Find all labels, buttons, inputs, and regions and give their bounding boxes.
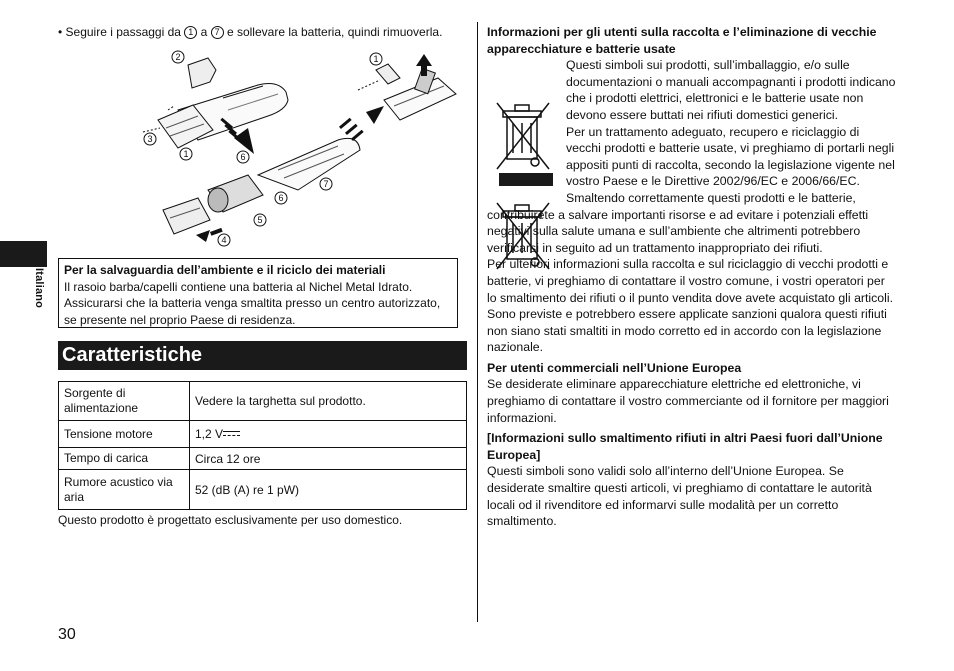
domestic-use-note: Questo prodotto è progettato esclusivamente per uso domestico. (58, 513, 403, 527)
dc-symbol-icon (223, 431, 240, 438)
callout-4 (218, 234, 230, 246)
right-column (487, 24, 897, 530)
spec-label: Tempo di carica (59, 448, 190, 470)
environment-notice-body: Il rasoio barba/capelli contiene una batteria al Nichel Metal Idrato. Assicurarsi che la batteria venga smaltita presso un centro autorizzato, se presente nel proprio Paese di residenza. (64, 279, 441, 327)
svg-text:1: 1 (373, 54, 379, 64)
disposal-paragraph-1: Questi simboli sui prodotti, sull’imballaggio, e/o sulle documentazioni o manuali accompagnanti i prodotti indicano che i prodotti elettrici, elettronici e le batterie usate non devono essere buttati nei rifiuti domestici generici. (566, 58, 896, 122)
callout-5 (254, 214, 266, 226)
spec-label: Rumore acustico via aria (59, 470, 190, 510)
step-number-badge: 1 (184, 26, 197, 39)
table-row (59, 448, 467, 470)
callout-1b (370, 53, 382, 65)
battery-removal-instruction: • Seguire i passaggi da 1 a 7 e sollevare la batteria, quindi rimuoverla. (58, 25, 443, 39)
spec-value: 52 (dB (A) re 1 pW) (190, 470, 467, 510)
svg-text:6: 6 (240, 152, 246, 162)
language-tab-marker (0, 241, 47, 267)
disposal-paragraph-3: contribuirete a salvare importanti risorse e ad evitare i potenziali effetti negativi sulla salute umana e sull’ambiente che altrimenti potrebbero verificarsi in seguito ad un trattamento inappropriato dei rifiuti. (487, 207, 869, 255)
specifications-table (58, 381, 467, 510)
callout-1 (180, 148, 192, 160)
table-row (59, 470, 467, 510)
section-title: Caratteristiche (58, 341, 467, 370)
disposal-paragraph-4: Per ulteriori informazioni sulla raccolta e sul riciclaggio di vecchi prodotti e batterie, vi preghiamo di contattare il vostro comune, i vostri operatori per lo smaltimento dei rifiuti o il punto vendita dove avete acquistato gli articoli. (487, 257, 894, 305)
environment-notice-title: Per la salvaguardia dell’ambiente e il riciclo dei materiali (64, 263, 386, 277)
svg-text:3: 3 (147, 134, 153, 144)
disposal-paragraph-3-lead: Smaltendo correttamente questi prodotti e le batterie, (566, 190, 856, 205)
spec-value: Circa 12 ore (190, 448, 467, 470)
svg-text:2: 2 (175, 52, 181, 62)
bin-underline-bar (499, 173, 553, 186)
crossed-bin-battery-icon (493, 197, 553, 287)
table-row (59, 421, 467, 448)
disposal-symbols-block (487, 57, 897, 206)
callout-3 (144, 133, 156, 145)
environment-notice-box (58, 258, 458, 328)
callout-6 (237, 151, 249, 163)
non-eu-title: [Informazioni sullo smaltimento rifiuti in altri Paesi fuori dall’Unione Europea] (487, 431, 883, 462)
callout-7 (320, 178, 332, 190)
spec-value: Vedere la targhetta sul prodotto. (190, 382, 467, 421)
eu-business-body: Se desiderate eliminare apparecchiature elettriche ed elettroniche, vi preghiamo di contattare il vostro commerciante od il fornitore per maggiori informazioni. (487, 377, 889, 425)
language-tab-label: Italiano (33, 268, 45, 309)
table-row (59, 382, 467, 421)
svg-text:4: 4 (221, 235, 227, 245)
left-column (58, 24, 468, 40)
spec-label: Tensione motore (59, 421, 190, 448)
disposal-paragraph-5: Sono previste e potrebbero essere applicate sanzioni qualora questi rifiuti non siano stati smaltiti in modo corretto ed in accordo con la legislazione nazionale. (487, 307, 887, 355)
disposal-info-title: Informazioni per gli utenti sulla raccolta e l’eliminazione di vecchie apparecchiature e batterie usate (487, 25, 877, 56)
disposal-paragraph-2: Per un trattamento adeguato, recupero e riciclaggio di vecchi prodotti e batterie usate, vi preghiamo di portarli negli appositi punti di raccolta, secondo la legislazione vigente nel vostro Paese e le Direttive 2002/96/EC e 2006/66/EC. (566, 124, 895, 189)
callout-6b (275, 192, 287, 204)
non-eu-body: Questi simboli sono validi solo all’interno dell’Unione Europea. Se desiderate smaltire questi articoli, vi preghiamo di contattare le autorità locali od il rivenditore ed informarvi sulle modalità per un corretto smaltimento. (487, 464, 872, 529)
battery-removal-illustration (138, 50, 468, 250)
step-number-badge: 7 (211, 26, 224, 39)
eu-business-title: Per utenti commerciali nell’Unione Europea (487, 360, 742, 375)
spec-value: 1,2 V (190, 421, 467, 448)
callout-2 (172, 51, 184, 63)
svg-text:1: 1 (183, 149, 189, 159)
svg-text:5: 5 (257, 215, 263, 225)
page-number: 30 (58, 626, 76, 643)
svg-text:7: 7 (323, 179, 329, 189)
spec-label: Sorgente di alimentazione (59, 382, 190, 421)
column-divider (477, 22, 478, 622)
svg-text:6: 6 (278, 193, 284, 203)
